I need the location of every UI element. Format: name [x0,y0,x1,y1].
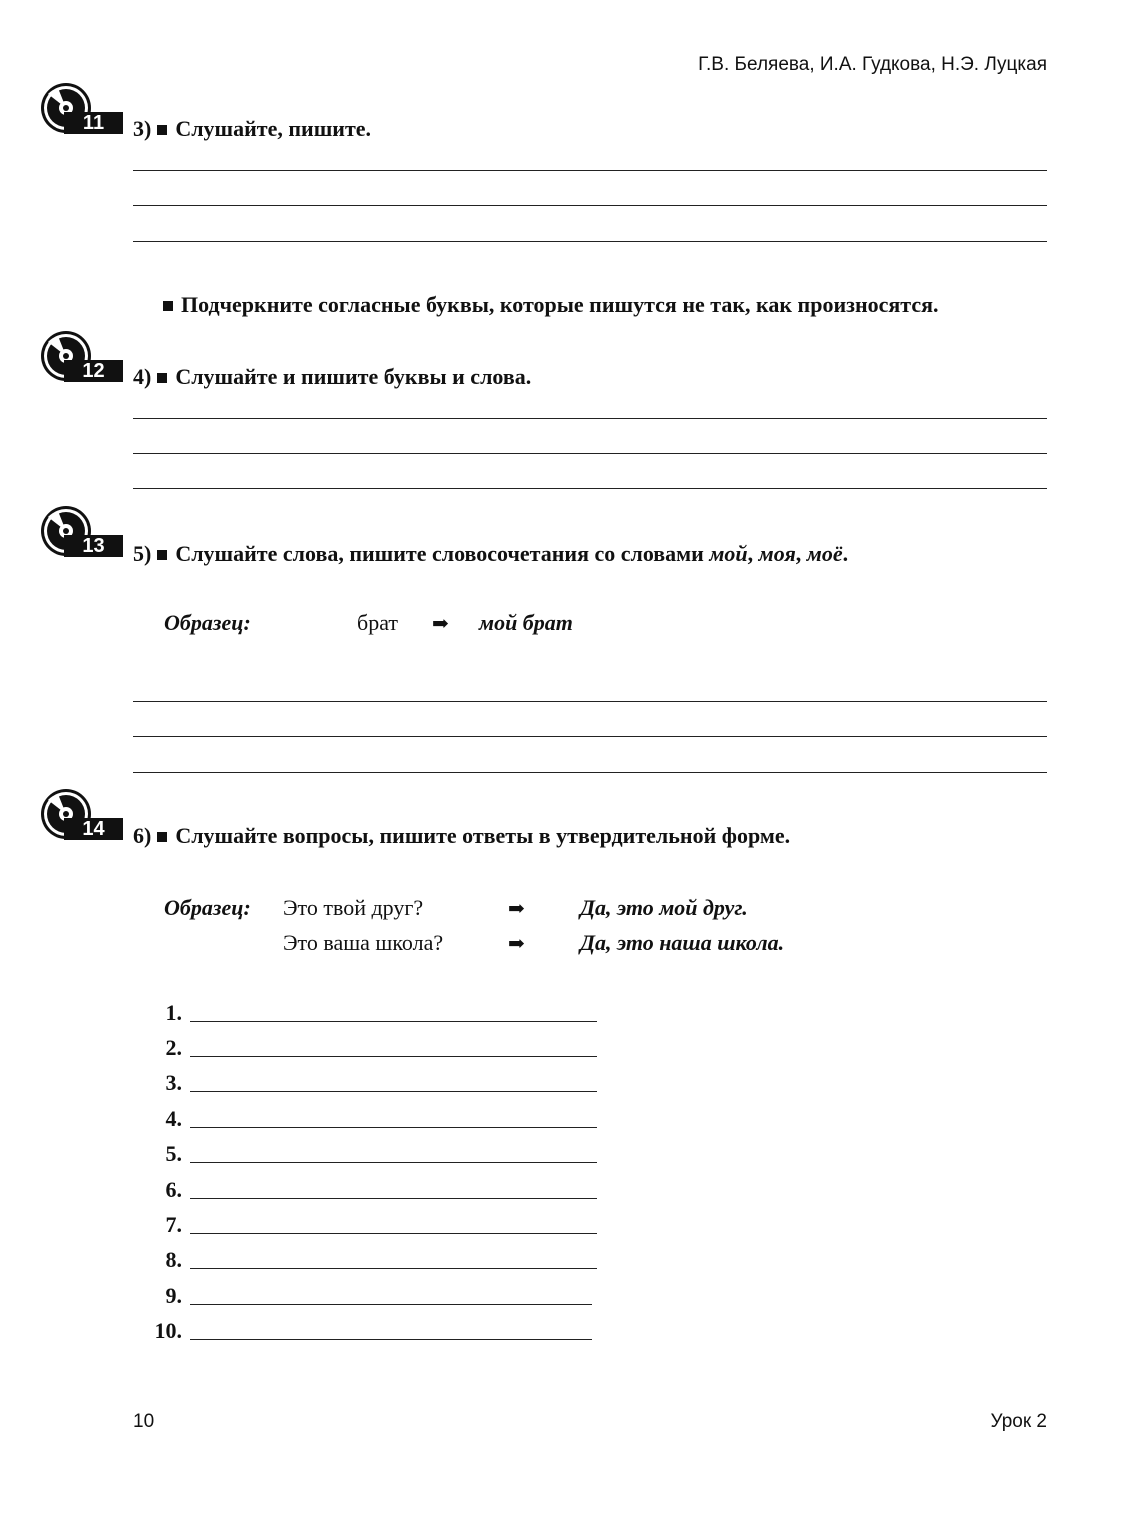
answer-line[interactable] [190,1056,597,1057]
period: . [842,541,849,566]
comma: , [747,541,754,566]
keyword: моё [806,541,843,566]
writing-line[interactable] [133,488,1047,489]
answer-number: 8. [165,1247,182,1272]
sample-answer: мой брат [479,610,573,635]
sample-answer: Да, это мой друг. [580,895,748,920]
answer-number: 10. [154,1318,182,1343]
answer-row[interactable] [140,1247,600,1277]
answer-row[interactable] [140,1035,600,1065]
answer-row[interactable] [140,1106,600,1136]
answer-line[interactable] [190,1198,597,1199]
answer-number: 1. [165,1000,182,1025]
task-3-title [133,116,371,142]
answer-line[interactable] [190,1268,597,1269]
answer-line[interactable] [190,1162,597,1163]
bullet-square-icon [163,301,173,311]
sample-label: Образец: [164,610,251,635]
task-text: Слушайте, пишите. [175,116,372,141]
answer-number: 6. [165,1177,182,1202]
arrow-right-icon: ➡ [432,613,449,635]
writing-line[interactable] [133,701,1047,702]
track-number: 13 [64,535,123,557]
arrow-right-icon: ➡ [508,933,525,955]
answer-row[interactable] [140,1070,600,1100]
page-number: 10 [133,1411,155,1432]
answer-row[interactable] [140,1177,600,1207]
answer-number: 7. [165,1212,182,1237]
note-text: Подчеркните согласные буквы, которые пишутся не так, как произносятся. [181,292,939,317]
writing-line[interactable] [133,418,1047,419]
bullet-square-icon [157,832,167,842]
header-authors: Г.В. Беляева, И.А. Гудкова, Н.Э. Луцкая [698,54,1047,75]
answer-row[interactable] [140,1283,600,1313]
task-number: 5) [133,541,152,566]
sample-question: Это ваша школа? [283,930,444,955]
answer-number: 5. [165,1141,182,1166]
task-4-title [133,364,531,390]
task-6-title [133,823,790,849]
sample-answer: Да, это наша школа. [580,930,785,955]
writing-line[interactable] [133,205,1047,206]
task-text: Слушайте слова, пишите словосочетания со словами [175,541,710,566]
bullet-square-icon [157,125,167,135]
keyword: мой [709,541,748,566]
task-text: Слушайте и пишите буквы и слова. [175,364,532,389]
answer-number: 2. [165,1035,182,1060]
track-number: 14 [64,818,123,840]
answer-line[interactable] [190,1304,592,1305]
task-text: Слушайте вопросы, пишите ответы в утвердительной форме. [175,823,791,848]
task-number: 3) [133,116,152,141]
answer-row[interactable] [140,1212,600,1242]
bullet-square-icon [157,550,167,560]
answer-number: 9. [165,1283,182,1308]
sample-question: Это твой друг? [283,895,424,920]
writing-line[interactable] [133,170,1047,171]
answer-line[interactable] [190,1021,597,1022]
cd-track-icon [36,82,126,134]
bullet-square-icon [157,373,167,383]
cd-track-icon [36,505,126,557]
track-number: 12 [64,360,123,382]
answer-row[interactable] [140,1000,600,1030]
writing-line[interactable] [133,736,1047,737]
answer-line[interactable] [190,1233,597,1234]
answer-line[interactable] [190,1091,597,1092]
cd-track-icon [36,330,126,382]
sample-label: Образец: [164,895,251,920]
lesson-label: Урок 2 [990,1411,1047,1432]
answer-number: 4. [165,1106,182,1131]
answer-number: 3. [165,1070,182,1095]
task-number: 4) [133,364,152,389]
answer-line[interactable] [190,1339,592,1340]
task-5-title [133,541,848,567]
answer-row[interactable] [140,1318,600,1348]
task-note [157,292,939,318]
answer-line[interactable] [190,1127,597,1128]
task-number: 6) [133,823,152,848]
cd-track-icon [36,788,126,840]
comma: , [795,541,802,566]
answer-row[interactable] [140,1141,600,1171]
writing-line[interactable] [133,241,1047,242]
sample-word: брат [357,610,399,635]
keyword: моя [758,541,796,566]
arrow-right-icon: ➡ [508,898,525,920]
writing-line[interactable] [133,453,1047,454]
track-number: 11 [64,112,123,134]
writing-line[interactable] [133,772,1047,773]
